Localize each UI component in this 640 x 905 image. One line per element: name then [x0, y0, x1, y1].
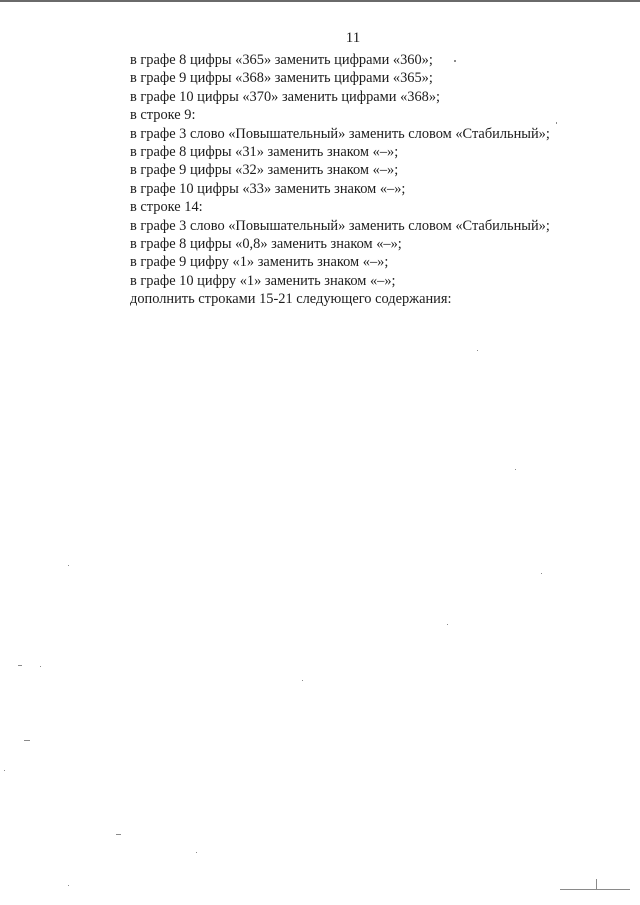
scan-speck [541, 573, 542, 574]
text-line: в графе 9 цифры «32» заменить знаком «–»; [130, 162, 399, 179]
scan-speck [68, 565, 69, 566]
scan-speck [24, 740, 30, 741]
scan-speck [4, 770, 5, 771]
scan-speck [447, 624, 448, 625]
scan-speck [556, 122, 557, 124]
text-line: в графе 9 цифры «368» заменить цифрами «365»; [130, 70, 433, 87]
scan-speck [596, 879, 597, 889]
scan-speck [477, 350, 478, 351]
text-line: в графе 8 цифры «0,8» заменить знаком «–»; [130, 235, 402, 252]
scan-speck [560, 889, 630, 890]
text-line: в строке 9: [130, 107, 196, 124]
scan-speck [116, 834, 121, 835]
text-line: в графе 3 слово «Повышательный» заменить словом «Стабильный»; [130, 217, 550, 234]
amendment-text [130, 51, 630, 308]
scan-speck [515, 469, 516, 470]
scan-speck [18, 665, 22, 666]
scan-top-edge [0, 0, 640, 2]
text-line: в графе 9 цифру «1» заменить знаком «–»; [130, 254, 389, 271]
scan-speck [196, 852, 197, 853]
text-line: в графе 10 цифры «370» заменить цифрами «368»; [130, 88, 441, 105]
page-number: 11 [345, 30, 361, 46]
text-line: в графе 10 цифру «1» заменить знаком «–»; [130, 272, 396, 289]
text-line: в графе 3 слово «Повышательный» заменить словом «Стабильный»; [130, 125, 550, 142]
scan-speck [302, 680, 303, 681]
text-line: в строке 14: [130, 199, 203, 216]
scan-speck [68, 885, 69, 886]
text-line: в графе 8 цифры «31» заменить знаком «–»; [130, 143, 399, 160]
text-line: в графе 8 цифры «365» заменить цифрами «360»; [130, 52, 433, 68]
text-line: в графе 10 цифры «33» заменить знаком «–»; [130, 180, 406, 197]
text-line: дополнить строками 15-21 следующего содержания: [130, 291, 452, 308]
scan-speck [454, 60, 456, 62]
scan-speck [40, 666, 41, 667]
